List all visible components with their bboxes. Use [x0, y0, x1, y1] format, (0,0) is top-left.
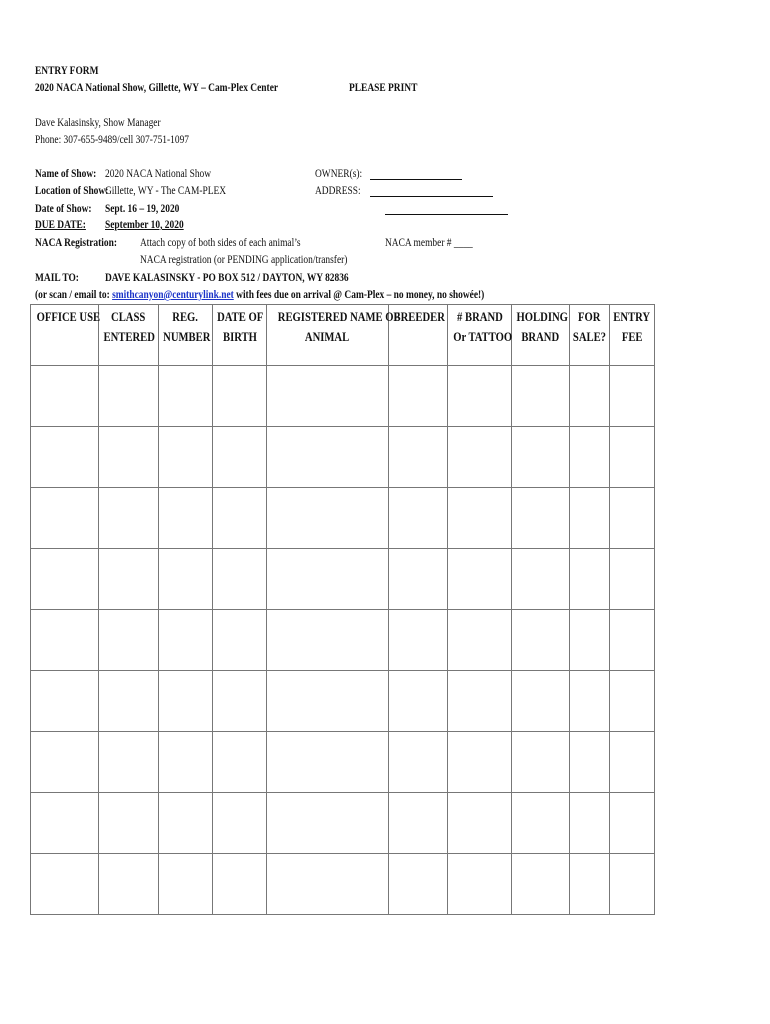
location-label: Location of Show: — [35, 185, 109, 197]
table-cell[interactable] — [512, 427, 570, 488]
location-value: Gillette, WY - The CAM-PLEX — [105, 185, 227, 197]
table-cell[interactable] — [31, 488, 99, 549]
table-cell[interactable] — [389, 366, 448, 427]
email-prefix: (or scan / email to: — [35, 289, 113, 301]
table-cell[interactable] — [213, 793, 267, 854]
owner-label: OWNER(s): — [315, 168, 363, 180]
table-cell[interactable] — [31, 793, 99, 854]
table-cell[interactable] — [267, 488, 389, 549]
table-row — [31, 732, 655, 793]
table-cell[interactable] — [267, 854, 389, 915]
naca-member-number[interactable]: NACA member # ____ — [385, 237, 473, 249]
table-cell[interactable] — [159, 610, 213, 671]
date-of-show-label: Date of Show: — [35, 203, 92, 215]
table-cell[interactable] — [99, 854, 159, 915]
table-cell[interactable] — [99, 793, 159, 854]
due-date-value: September 10, 2020 — [105, 219, 184, 231]
table-cell[interactable] — [31, 610, 99, 671]
table-cell[interactable] — [610, 427, 655, 488]
table-cell[interactable] — [389, 610, 448, 671]
table-row — [31, 366, 655, 427]
table-cell[interactable] — [389, 854, 448, 915]
table-cell[interactable] — [389, 549, 448, 610]
email-suffix: with fees due on arrival @ Cam-Plex – no money, no showée!) — [233, 289, 485, 301]
col-for-sale: FOR SALE? — [570, 305, 610, 366]
table-cell[interactable] — [610, 610, 655, 671]
table-cell[interactable] — [570, 366, 610, 427]
table-cell[interactable] — [99, 488, 159, 549]
mail-to-address: DAVE KALASINSKY - PO BOX 512 / DAYTON, WY 82836 — [105, 272, 349, 284]
table-cell[interactable] — [267, 610, 389, 671]
table-cell[interactable] — [213, 854, 267, 915]
address-field-line-2[interactable] — [385, 214, 508, 215]
table-cell[interactable] — [159, 549, 213, 610]
table-cell[interactable] — [213, 610, 267, 671]
table-cell[interactable] — [267, 427, 389, 488]
table-cell[interactable] — [512, 732, 570, 793]
email-link[interactable]: smithcanyon@centurylink.net — [112, 289, 234, 301]
table-cell[interactable] — [99, 366, 159, 427]
table-cell[interactable] — [213, 671, 267, 732]
table-cell[interactable] — [610, 854, 655, 915]
table-cell[interactable] — [570, 610, 610, 671]
col-office-use: OFFICE USE — [31, 305, 99, 366]
date-of-show-value: Sept. 16 – 19, 2020 — [105, 203, 180, 215]
table-cell[interactable] — [512, 854, 570, 915]
table-cell[interactable] — [159, 854, 213, 915]
table-cell[interactable] — [570, 488, 610, 549]
col-reg-number: REG. NUMBER — [159, 305, 213, 366]
table-cell[interactable] — [99, 671, 159, 732]
table-cell[interactable] — [159, 427, 213, 488]
table-cell[interactable] — [610, 488, 655, 549]
table-row — [31, 427, 655, 488]
address-field-line-1[interactable] — [370, 196, 493, 197]
name-of-show-value: 2020 NACA National Show — [105, 168, 212, 180]
table-cell[interactable] — [570, 732, 610, 793]
col-brand-tattoo: # BRAND Or TATTOO — [448, 305, 512, 366]
table-cell[interactable] — [31, 854, 99, 915]
table-cell[interactable] — [31, 427, 99, 488]
table-cell[interactable] — [448, 793, 512, 854]
due-date-label: DUE DATE: — [35, 219, 86, 231]
table-cell[interactable] — [448, 610, 512, 671]
col-holding-brand: HOLDING BRAND — [512, 305, 570, 366]
table-cell[interactable] — [213, 366, 267, 427]
table-cell[interactable] — [570, 671, 610, 732]
registration-instruction-2: NACA registration (or PENDING application/transfer) — [140, 254, 348, 266]
table-cell[interactable] — [159, 732, 213, 793]
table-cell[interactable] — [512, 549, 570, 610]
table-cell[interactable] — [389, 488, 448, 549]
owner-field[interactable] — [370, 179, 462, 180]
col-registered-name: REGISTERED NAME OF ANIMAL — [267, 305, 389, 366]
col-class-entered: CLASS ENTERED — [99, 305, 159, 366]
naca-registration-label: NACA Registration: — [35, 237, 117, 249]
table-cell[interactable] — [159, 671, 213, 732]
table-cell[interactable] — [159, 488, 213, 549]
table-cell[interactable] — [512, 366, 570, 427]
please-print-note: PLEASE PRINT — [349, 82, 418, 94]
table-cell[interactable] — [159, 793, 213, 854]
col-breeder: BREEDER — [389, 305, 448, 366]
show-manager: Dave Kalasinsky, Show Manager — [35, 117, 161, 129]
col-date-of-birth: DATE OF BIRTH — [213, 305, 267, 366]
table-cell[interactable] — [610, 549, 655, 610]
table-row — [31, 854, 655, 915]
table-cell[interactable] — [448, 488, 512, 549]
table-cell[interactable] — [99, 732, 159, 793]
table-cell[interactable] — [389, 793, 448, 854]
table-cell[interactable] — [267, 793, 389, 854]
table-cell[interactable] — [159, 366, 213, 427]
table-row — [31, 793, 655, 854]
form-title: ENTRY FORM — [35, 65, 99, 77]
table-cell[interactable] — [213, 427, 267, 488]
email-instructions — [35, 288, 484, 302]
table-cell[interactable] — [31, 732, 99, 793]
name-of-show-label: Name of Show: — [35, 168, 97, 180]
table-cell[interactable] — [570, 793, 610, 854]
table-cell[interactable] — [31, 549, 99, 610]
table-header-row — [31, 305, 655, 366]
show-title: 2020 NACA National Show, Gillette, WY – Cam-Plex Center — [35, 82, 279, 94]
table-row — [31, 488, 655, 549]
entry-table — [30, 304, 654, 910]
table-cell[interactable] — [389, 427, 448, 488]
table-cell[interactable] — [512, 488, 570, 549]
table-cell[interactable] — [512, 793, 570, 854]
table-cell[interactable] — [570, 854, 610, 915]
manager-phone: Phone: 307-655-9489/cell 307-751-1097 — [35, 134, 190, 146]
table-cell[interactable] — [99, 427, 159, 488]
table-cell[interactable] — [389, 671, 448, 732]
table-cell[interactable] — [512, 610, 570, 671]
table-cell[interactable] — [610, 732, 655, 793]
col-entry-fee: ENTRY FEE — [610, 305, 655, 366]
table-cell[interactable] — [512, 671, 570, 732]
table-body — [31, 366, 655, 915]
table-cell[interactable] — [448, 732, 512, 793]
table-cell[interactable] — [389, 732, 448, 793]
address-label: ADDRESS: — [315, 185, 361, 197]
table-cell[interactable] — [610, 671, 655, 732]
table-row — [31, 549, 655, 610]
table-cell[interactable] — [267, 366, 389, 427]
table-cell[interactable] — [213, 732, 267, 793]
table-cell[interactable] — [99, 549, 159, 610]
table-cell[interactable] — [610, 793, 655, 854]
table-cell[interactable] — [448, 366, 512, 427]
table-cell[interactable] — [570, 549, 610, 610]
table-cell[interactable] — [99, 610, 159, 671]
table-cell[interactable] — [448, 671, 512, 732]
table-cell[interactable] — [448, 549, 512, 610]
mail-to-label: MAIL TO: — [35, 272, 79, 284]
table-cell[interactable] — [267, 732, 389, 793]
table-cell[interactable] — [570, 427, 610, 488]
table-cell[interactable] — [213, 488, 267, 549]
registration-instruction-1: Attach copy of both sides of each animal’s — [140, 237, 301, 249]
table-cell[interactable] — [31, 671, 99, 732]
table-cell[interactable] — [31, 366, 99, 427]
table-cell[interactable] — [610, 366, 655, 427]
table-cell[interactable] — [267, 549, 389, 610]
table-cell[interactable] — [448, 854, 512, 915]
table-cell[interactable] — [448, 427, 512, 488]
table-cell[interactable] — [213, 549, 267, 610]
table-cell[interactable] — [267, 671, 389, 732]
table-row — [31, 610, 655, 671]
table-row — [31, 671, 655, 732]
